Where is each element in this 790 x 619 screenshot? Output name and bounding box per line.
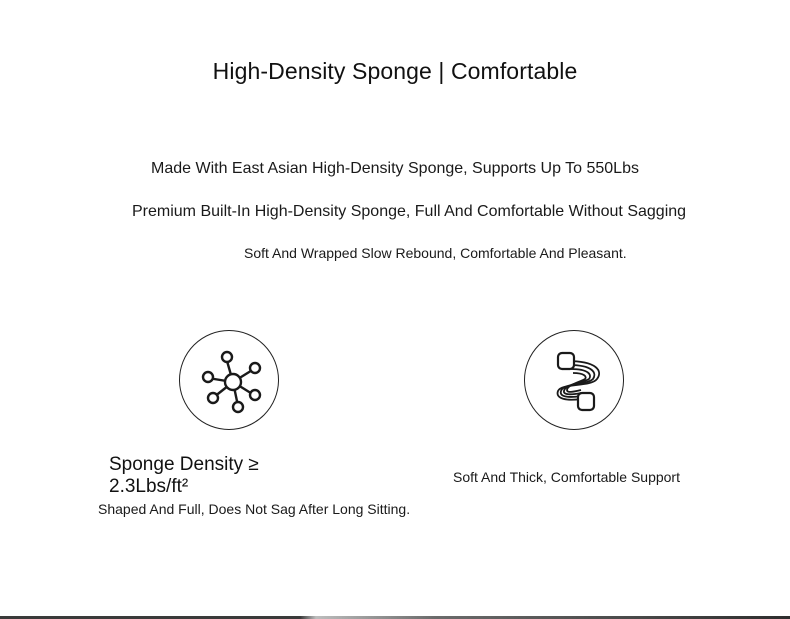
feature-density-title: Sponge Density ≥ 2.3Lbs/ft² xyxy=(109,454,259,497)
intro-line-rebound: Soft And Wrapped Slow Rebound, Comfortable And Pleasant. xyxy=(244,245,627,261)
page-title: High-Density Sponge | Comfortable xyxy=(212,58,578,84)
feature-support-description: Soft And Thick, Comfortable Support xyxy=(453,469,680,485)
layered-cushion-icon xyxy=(524,330,624,430)
intro-line-material: Made With East Asian High-Density Sponge, Supports Up To 550Lbs xyxy=(151,160,639,177)
molecule-network-icon xyxy=(179,330,279,430)
feature-density-description: Shaped And Full, Does Not Sag After Long Sitting. xyxy=(98,501,411,517)
intro-line-premium: Premium Built-In High-Density Sponge, Full And Comfortable Without Sagging xyxy=(132,203,687,220)
